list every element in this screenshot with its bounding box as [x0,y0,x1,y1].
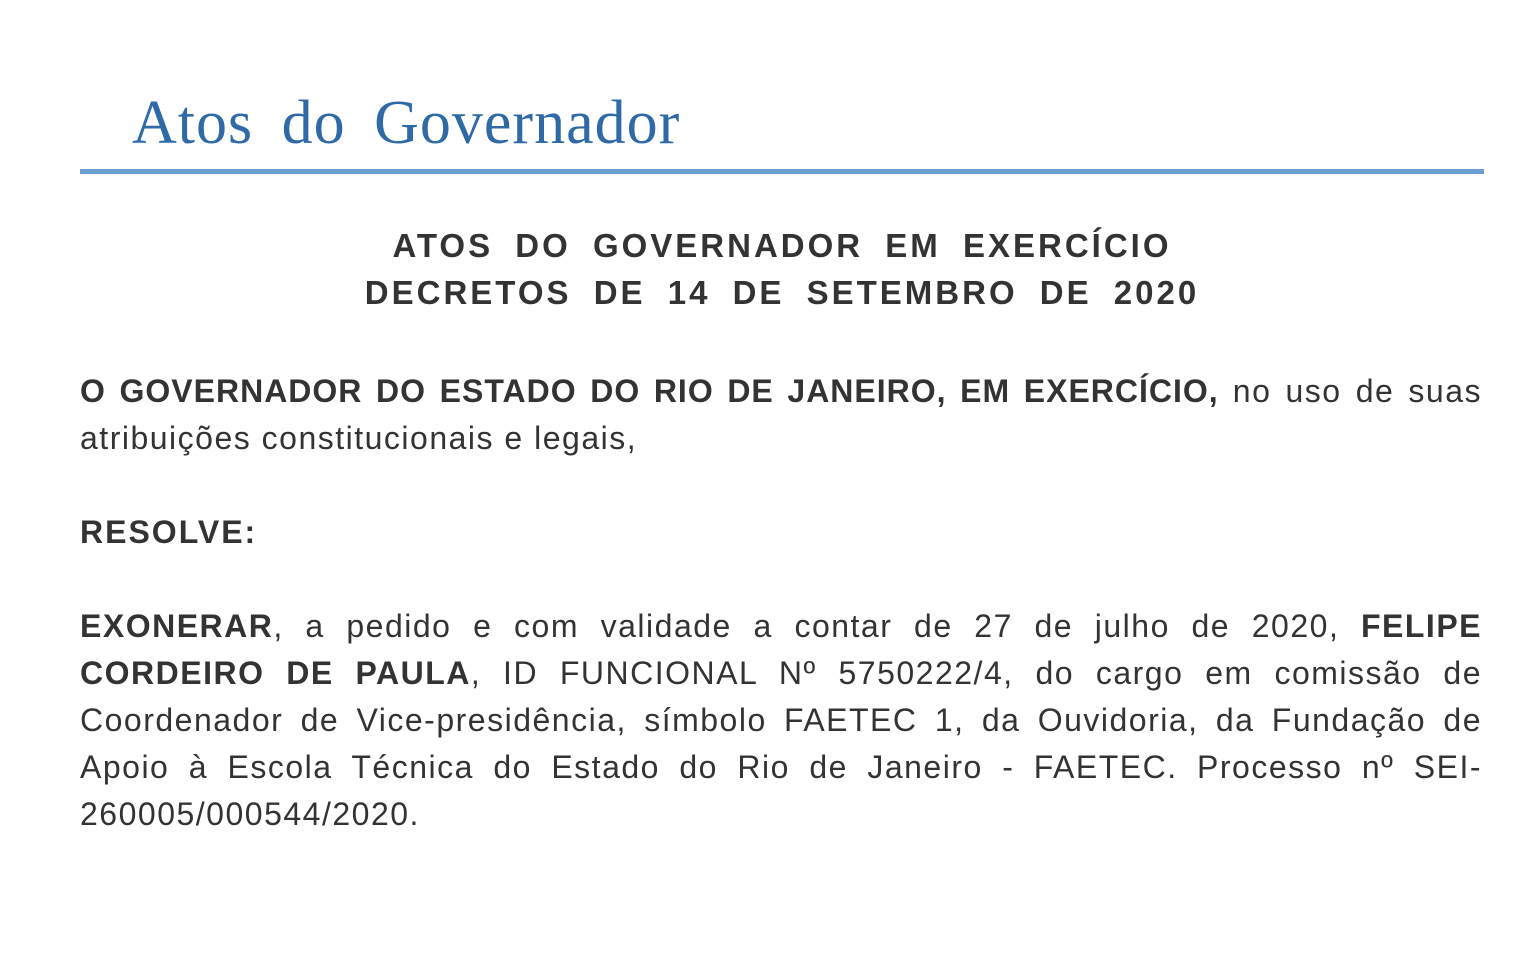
resolve-label: RESOLVE: [80,514,258,550]
heading-line-1: ATOS DO GOVERNADOR EM EXERCÍCIO [392,227,1172,264]
decree-paragraph [80,603,1482,838]
decree-text-2: , ID FUNCIONAL Nº 5750222/4, do cargo em comissão de Coordenador de Vice-presidência, símbolo FAETEC 1, da Ouvidoria, da Fundação de Apoio à Escola Técnica do Estado do Rio de Janeiro - FAETEC. Processo nº SEI-260005/000544/2020. [80,655,1483,832]
heading-line-2: DECRETOS DE 14 DE SETEMBRO DE 2020 [364,274,1200,311]
decree-verb: EXONERAR [80,608,274,644]
title-rule [80,169,1484,174]
document-body [80,368,1482,838]
decree-text-1: , a pedido e com validade a contar de 27 de julho de 2020, [273,608,1361,644]
preamble-authority: O GOVERNADOR DO ESTADO DO RIO DE JANEIRO, EM EXERCÍCIO, [80,373,1219,409]
section-title: Atos do Governador [132,89,681,157]
decree-person-name: FELIPE CORDEIRO DE PAULA [80,608,1482,691]
decree-heading [80,222,1484,316]
preamble-text: no uso de suas atribuições constitucionais e legais, [80,373,1483,456]
preamble [80,368,1482,462]
